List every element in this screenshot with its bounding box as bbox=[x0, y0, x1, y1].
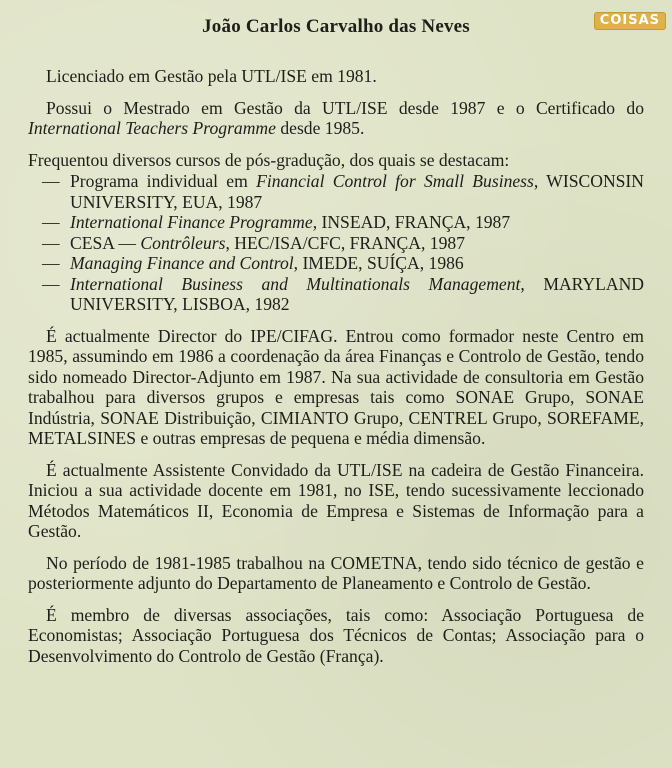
course-name: International Business and Multinationals Management bbox=[70, 273, 521, 294]
course-post: , WISCONSIN UNIVERSITY, EUA, 1987 bbox=[70, 171, 644, 212]
masters-text-b: desde 1985. bbox=[275, 118, 365, 138]
course-post: , IMEDE, SUÍÇA, 1986 bbox=[293, 253, 464, 273]
paragraph-teaching: É actualmente Assistente Convidado da UTL/ISE na cadeira de Gestão Financeira. Iniciou a sua actividade docente em 1981, no ISE, tendo sucessivamente leccionado Métodos Matemáticos II, Economia de Empresa e Sistemas de Informação para a Gestão. bbox=[28, 459, 644, 541]
course-post: , HEC/ISA/CFC, FRANÇA, 1987 bbox=[225, 232, 465, 253]
course-name: Managing Finance and Control bbox=[70, 253, 294, 273]
page-title: João Carlos Carvalho das Neves bbox=[202, 16, 470, 37]
course-dash: — bbox=[42, 212, 60, 232]
course-item bbox=[42, 233, 644, 254]
course-dash: — bbox=[42, 253, 60, 273]
masters-text-a: Possui o Mestrado em Gestão da UTL/ISE desde 1987 e o Certificado do bbox=[46, 97, 644, 118]
masters-programme: International Teachers Programme bbox=[28, 118, 276, 138]
course-post: , MARYLAND UNIVERSITY, LISBOA, 1982 bbox=[70, 273, 644, 314]
paragraph-degree: Licenciado em Gestão pela UTL/ISE em 1981. bbox=[46, 66, 377, 86]
course-pre: Programa individual em bbox=[70, 171, 257, 191]
paragraph-courses-intro: Frequentou diversos cursos de pós-gradução, dos quais se destacam: bbox=[28, 149, 510, 170]
course-pre: CESA — bbox=[70, 232, 141, 253]
biography-text bbox=[28, 66, 644, 677]
course-dash: — bbox=[42, 171, 60, 191]
course-item bbox=[42, 253, 644, 274]
course-dash: — bbox=[42, 273, 60, 294]
course-post: , INSEAD, FRANÇA, 1987 bbox=[312, 212, 511, 232]
coisas-stamp: COISAS bbox=[594, 12, 666, 30]
paragraph-masters bbox=[28, 98, 644, 139]
course-item bbox=[42, 212, 644, 233]
courses-list bbox=[28, 171, 644, 315]
course-name: Contrôleurs bbox=[140, 232, 226, 253]
course-dash: — bbox=[42, 232, 60, 253]
paragraph-director: É actualmente Director do IPE/CIFAG. Entrou como formador neste Centro em 1985, assumindo em 1986 a coordenação da área Finanças e Controlo de Gestão, tendo sido nomeado Director-Adjunto em 1987. Na sua actividade de consultoria em Gestão trabalhou para diversos grupos e empresas tais como SONAE Grupo, SONAE Indústria, SONAE Distribuição, CIMIANTO Grupo, CENTREL Grupo, SOREFAME, METALSINES e outras empresas de pequena e média dimensão. bbox=[28, 325, 644, 448]
course-item bbox=[42, 171, 644, 212]
paragraph-associations: É membro de diversas associações, tais como: Associação Portuguesa de Economistas; Associação Portuguesa dos Técnicos de Contas; Associação para o Desenvolvimento do Controlo de Gestão (França). bbox=[28, 604, 644, 666]
course-item bbox=[42, 274, 644, 315]
course-name: International Finance Programme bbox=[70, 212, 313, 232]
course-name: Financial Control for Small Business bbox=[256, 171, 534, 191]
paragraph-cometna: No período de 1981-1985 trabalhou na COMETNA, tendo sido técnico de gestão e posteriormente adjunto do Departamento de Planeamento e Controlo de Gestão. bbox=[28, 552, 644, 593]
